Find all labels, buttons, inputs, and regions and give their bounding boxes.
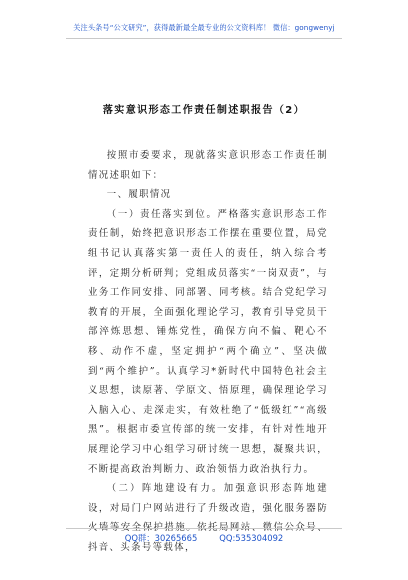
header-divider: [66, 38, 342, 39]
intro-paragraph: 按照市委要求，现就落实意识形态工作责任制情况述职如下：: [88, 150, 328, 181]
document-body: [88, 146, 328, 557]
header-promo-text: 关注头条号“公文研究”，获得最新最全最专业的公文资料库！ 微信：gongwenyj: [73, 23, 335, 32]
section-heading: 一、履职情况: [106, 189, 172, 201]
footer-qq-number: QQ:535304092: [219, 533, 284, 543]
document-title: 落实意识形态工作责任制述职报告（2）: [102, 105, 306, 116]
body-paragraph: （二）阵地建设有力。加强意识形态阵地建设，对局门户网站进行了升级改造，强化服务器防火墙等安全保护措施。依托局网站、微信公众号、抖音、头条号等载体，: [88, 483, 328, 553]
body-paragraph: （一）责任落实到位。严格落实意识形态工作责任制，始终把意识形态工作摆在重要位置，局党组书记认真落实第一责任人的责任，纳入综合考评，定期分析研判；党组成员落实“一岗双责”，与业务工作同安排、同部署、同考核。结合党纪学习教育的开展，全面强化理论学习，教育引导党员干部淬炼思想、锤炼党性，确保方向不偏、靶心不移、动作不虚，坚定拥护“两个确立”、坚决做到“两个维护”。认真学习*新时代中国特色社会主义思想，读原著、学原文、悟原理，确保理论学习入脑入心、走深走实，有效杜绝了“低级红”“高级黑”。根据市委宣传部的统一安排，有针对性地开展理论学习中心组学习研讨统一思想，凝聚共识，不断提高政治判断力、政治领悟力政治执行力。: [88, 208, 328, 475]
footer-qq-group: QQ群：30265665: [124, 533, 198, 543]
footer-divider: [66, 528, 342, 529]
footer-contact: [0, 532, 408, 544]
